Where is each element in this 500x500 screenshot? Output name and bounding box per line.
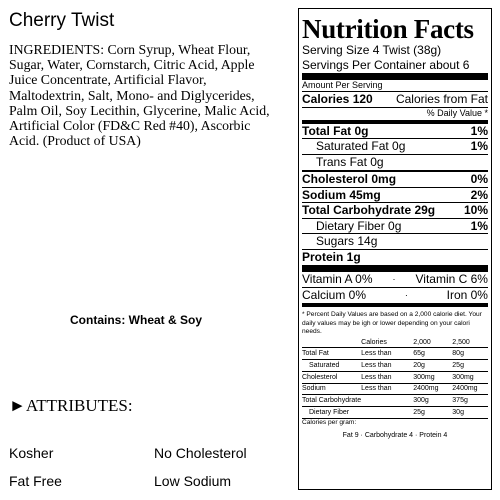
mineral-right: Iron 0% xyxy=(446,287,488,302)
nutrient-label: Sodium 45mg xyxy=(302,187,381,202)
attribute-fat-free: Fat Free xyxy=(9,473,62,489)
nutrient-label: Trans Fat 0g xyxy=(316,154,384,169)
calories-row xyxy=(302,92,488,107)
nutrient-row-total-carbohydrate xyxy=(302,203,488,218)
attribute-low-sodium: Low Sodium xyxy=(154,473,232,489)
nutrient-dv: 1% xyxy=(470,218,488,233)
nutrient-row-dietary-fiber xyxy=(302,219,488,234)
nutrient-label: Sugars 14g xyxy=(316,234,378,248)
daily-value-footnote: * Percent Daily Values are based on a 2,000 calorie diet. Your daily values may be igh or lower depending on your calori needs. xyxy=(302,311,482,336)
calories-per-gram-label: Calories per gram: xyxy=(302,418,357,426)
attributes-heading: ►ATTRIBUTES: xyxy=(9,396,133,415)
nutrient-row-sodium xyxy=(302,188,488,203)
nutrient-row-cholesterol xyxy=(302,172,488,187)
nutrient-label: Cholesterol 0mg xyxy=(302,172,397,186)
nutrient-row-trans-fat xyxy=(302,155,488,170)
attribute-kosher: Kosher xyxy=(9,445,54,461)
nutrition-title: Nutrition Facts xyxy=(302,14,474,44)
mineral-row xyxy=(302,288,488,303)
nutrient-row-total-fat xyxy=(302,124,488,139)
dv-row-total-carbohydrate: Total Carbohydrate 300g 375g xyxy=(302,395,488,407)
dv-row-total-fat: Total Fat Less than 65g 80g xyxy=(302,348,488,360)
nutrient-row-sugars xyxy=(302,234,488,249)
calories-per-gram-values: Fat 9 · Carbohydrate 4 · Protein 4 xyxy=(342,432,448,440)
dv-row-dietary-fiber: Dietary Fiber 25g 30g xyxy=(302,406,488,418)
daily-value-table: Calories 2,000 2,500 Total Fat Less than 65g 80g Saturated Less than 20g 25g Cholesterol Less than 300mg 300mg Sodium Less than 2400mg 2400mg Total Carbohydrate 300g 375g Dietary Fiber 25g 30g xyxy=(302,337,488,419)
calories-label: Calories 120 xyxy=(302,92,373,106)
separator-dot: · xyxy=(392,274,396,284)
nutrient-dv: 10% xyxy=(463,203,488,217)
serving-size: Serving Size 4 Twist (38g) xyxy=(302,43,442,57)
vitamin-row xyxy=(302,272,488,287)
allergen-statement: Contains: Wheat & Soy xyxy=(70,313,203,327)
nutrient-label: Total Carbohydrate 29g xyxy=(302,203,436,217)
nutrient-dv: 2% xyxy=(470,187,488,202)
nutrient-label: Total Fat 0g xyxy=(302,123,369,138)
nutrient-label: Saturated Fat 0g xyxy=(316,139,406,153)
ingredients-text: INGREDIENTS: Corn Syrup, Wheat Flour, Sugar, Water, Cornstarch, Citric Acid, Apple Juice Concentrate, Artificial Flavor, Maltodextrin, Salt, Mono- and Diglycerides, Palm Oil, Soy Lecithin, Glycerine, Malic Acid, Artificial Color (FD&C Red #40), Ascorbic Acid. (Product of USA) xyxy=(9,42,270,149)
dv-row-saturated: Saturated Less than 20g 25g xyxy=(302,360,488,372)
nutrient-label: Dietary Fiber 0g xyxy=(316,218,402,233)
dv-row-sodium: Sodium Less than 2400mg 2400mg xyxy=(302,383,488,395)
nutrient-row-protein xyxy=(302,250,488,265)
nutrient-row-saturated-fat xyxy=(302,139,488,154)
product-title: Cherry Twist xyxy=(9,10,115,31)
calories-from-fat: Calories from Fat xyxy=(395,92,488,106)
servings-per-container: Servings Per Container about 6 xyxy=(302,57,470,72)
nutrient-dv: 1% xyxy=(470,139,488,153)
daily-value-header: % Daily Value * xyxy=(426,107,488,118)
dv-row-cholesterol: Cholesterol Less than 300mg 300mg xyxy=(302,371,488,383)
amount-per-serving: Amount Per Serving xyxy=(302,80,383,90)
mineral-left: Calcium 0% xyxy=(302,287,367,302)
vitamin-left: Vitamin A 0% xyxy=(302,272,373,286)
attribute-no-cholesterol: No Cholesterol xyxy=(154,445,247,461)
nutrient-dv: 1% xyxy=(470,123,488,138)
nutrient-label: Protein 1g xyxy=(302,249,361,264)
nutrition-facts-panel xyxy=(298,8,492,490)
vitamin-right: Vitamin C 6% xyxy=(415,272,488,286)
divider-thick xyxy=(302,73,488,80)
separator-dot: · xyxy=(404,289,408,300)
nutrient-dv: 0% xyxy=(470,172,488,186)
